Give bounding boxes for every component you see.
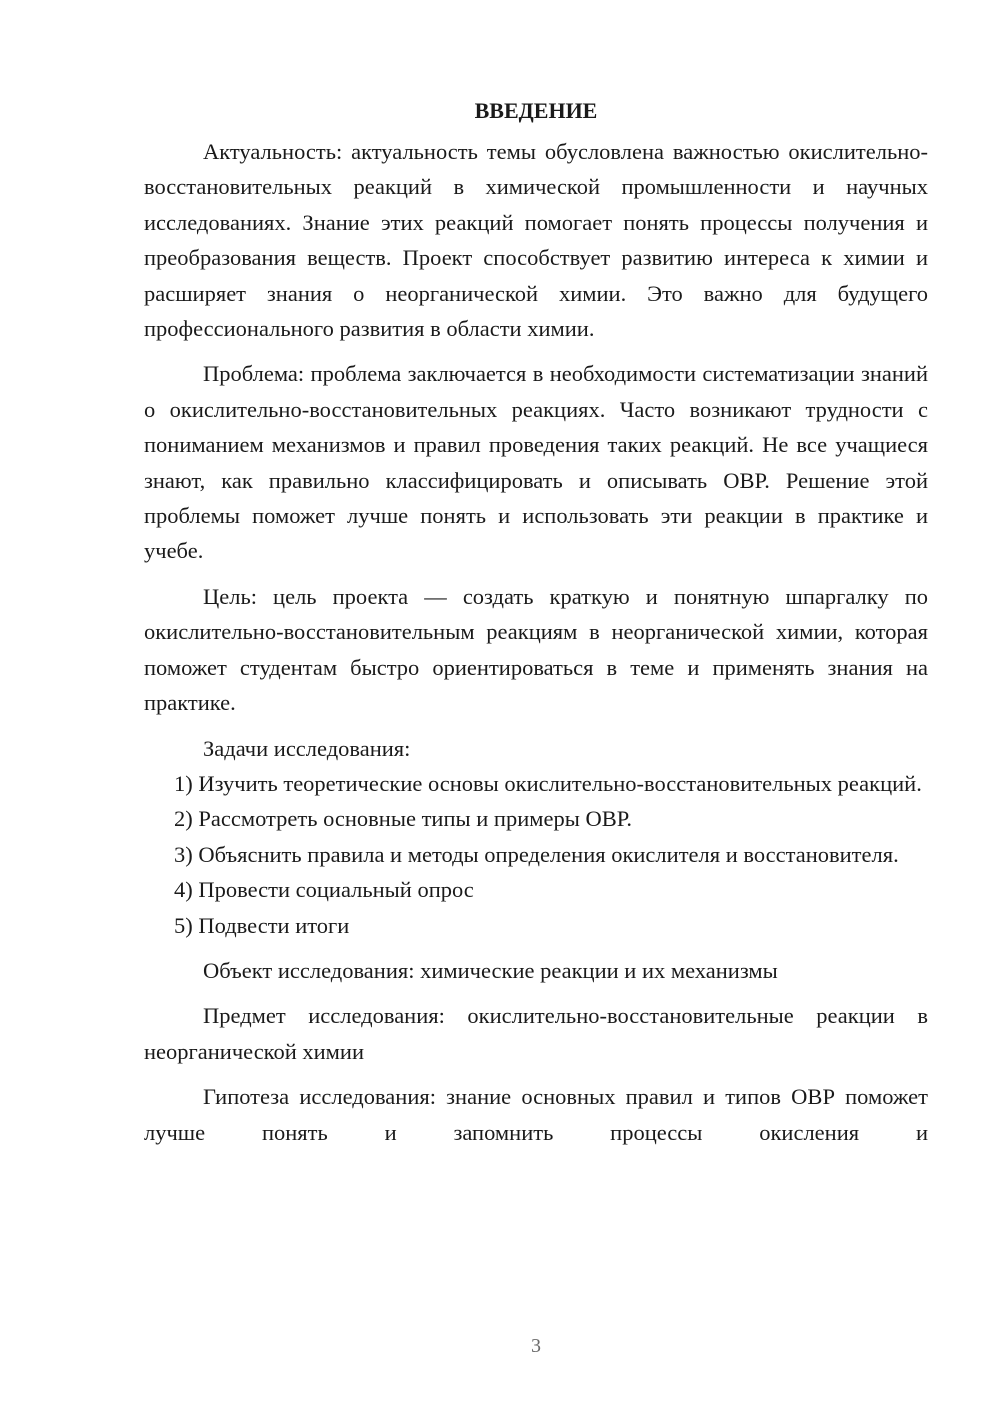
hypothesis-paragraph: Гипотеза исследования: знание основных правил и типов ОВР поможет лучше понять и запомнить процессы окисления и [144,1084,928,1145]
problem-paragraph: Проблема: проблема заключается в необходимости систематизации знаний о окислительно-восстановительных реакциях. Часто возникают трудности с пониманием механизмов и правил проведения таких реакций. Не все учащиеся знают, как правильно классифицировать и описывать ОВР. Решение этой проблемы поможет лучше понять и использовать эти реакции в практике и учебе. [144,361,928,564]
task-item-5: 5) Подвести итоги [174,912,350,938]
task-item-3: 3) Объяснить правила и методы определения окислителя и восстановителя. [174,841,899,867]
task-item-1: 1) Изучить теоретические основы окислительно-восстановительных реакций. [174,770,922,796]
page-number: 3 [531,1335,541,1357]
task-item-4: 4) Провести социальный опрос [174,877,474,903]
page-content [144,96,928,1150]
tasks-heading: Задачи исследования: [203,735,411,761]
object-paragraph: Объект исследования: химические реакции и их механизмы [203,957,778,983]
section-title: ВВЕДЕНИЕ [474,98,598,123]
task-item-2: 2) Рассмотреть основные типы и примеры ОВР. [174,806,633,832]
relevance-paragraph: Актуальность: актуальность темы обусловлена важностью окислительно-восстановительных реакций в химической промышленности и научных исследованиях. Знание этих реакций помогает понять процессы получения и преобразования веществ. Проект способствует развитию интереса к химии и расширяет знания о неорганической химии. Это важно для будущего профессионального развития в области химии. [144,139,928,342]
subject-paragraph: Предмет исследования: окислительно-восстановительные реакции в неорганической химии [144,1003,928,1064]
goal-paragraph: Цель: цель проекта — создать краткую и понятную шпаргалку по окислительно-восстановительным реакциям в неорганической химии, которая поможет студентам быстро ориентироваться в теме и применять знания на практике. [144,583,928,716]
